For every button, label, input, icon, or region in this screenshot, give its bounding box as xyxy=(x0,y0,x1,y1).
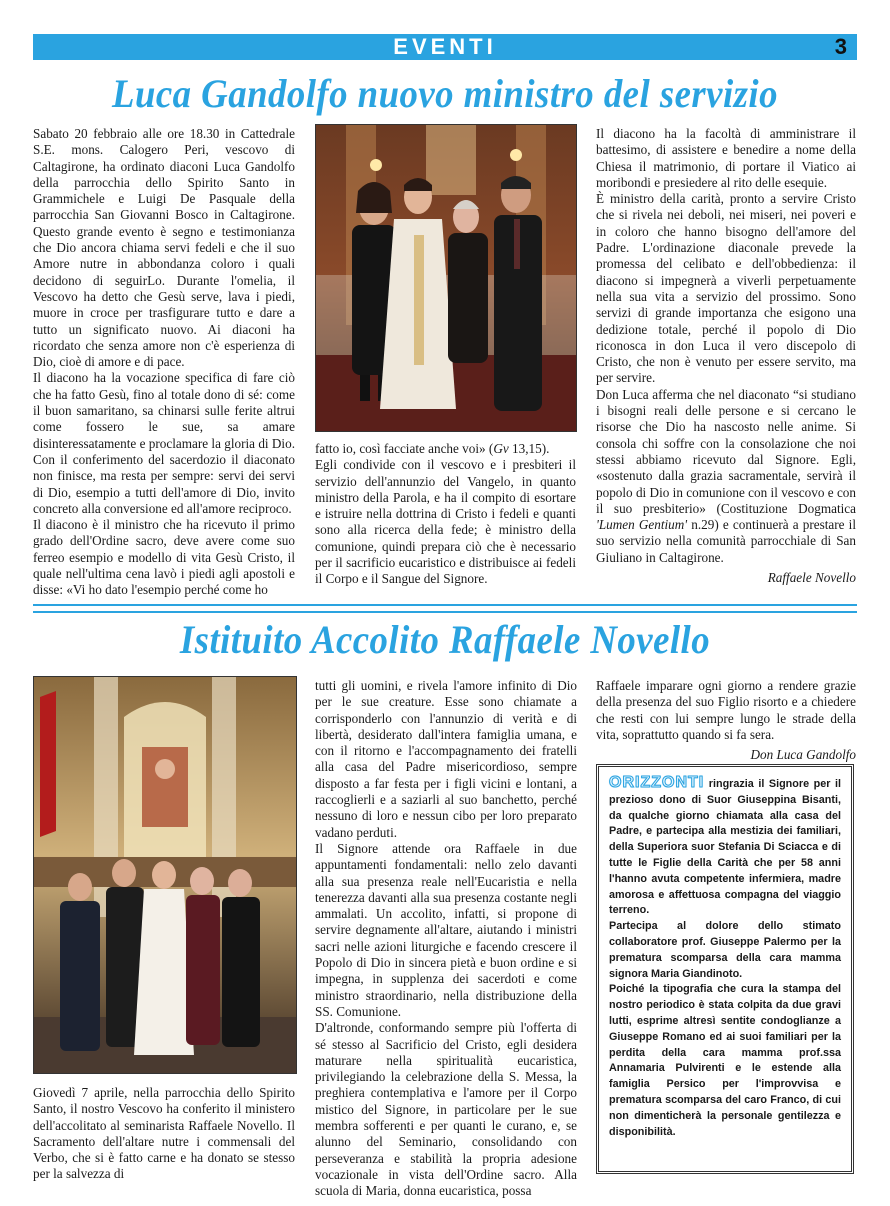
condolences-paragraph xyxy=(609,775,841,919)
condolences-box xyxy=(596,764,854,1174)
article1-col2-paragraph xyxy=(315,441,576,457)
article2-col1-paragraph: Giovedì 7 aprile, nella parrocchia dello Spirito Santo, il nostro Vescovo ha conferito il ministero dell'accolitato al seminarista Raffaele Novello. Il Sacramento dell'altare nutre i commensali del Verbo, che si è fatto carne e ha donato se stesso per la salvezza di xyxy=(33,1085,295,1182)
article1-col3-paragraph xyxy=(596,387,856,566)
document-title: 'Lumen Gentium' xyxy=(596,517,688,533)
section-divider xyxy=(33,604,857,613)
condolences-paragraph: Partecipa al dolore dello stimato collaboratore prof. Giuseppe Palermo per la prematura scomparsa della cara mamma signora Maria Giandinoto. xyxy=(609,920,841,980)
article1-col1-paragraph: Il diacono ha la vocazione specifica di fare ciò che ha fatto Gesù, fino al totale dono di sé: come il buon samaritano, sa chinarsi sulle ferite altrui come fossero le sue, sa amare disinteressatamente e proclamare la gloria di Dio. Con il conferimento del sacerdozio il diaconato non finisce, ma resta per sempre: servi dei servi di Dio, esempio a tutti dell'amore di Dio, invito concreto alla conversione ed all'amore reciproco. xyxy=(33,370,295,516)
article2-col2-paragraph: Il Signore attende ora Raffaele in due appuntamenti fondamentali: nello zelo davanti alla sua presenza reale nell'Eucaristia e nella tenerezza davanti alla sua presenza costante negli ammalati. Un accolito, infatti, si propone di servire degnamente all'altare, aiutando i ministri sacri nelle azioni liturgiche e facendo crescere il Popolo di Dio in sincera pietà e buon ordine e si impegna, in supplenza dei sacerdoti e come ministro straordinario, nella distribuzione della SS. Comunione. xyxy=(315,840,577,1019)
condolences-text: ringrazia il Signore per il prezioso dono di Suor Giuseppina Bisanti, da qualche giorno chiamata alla casa del Padre, e partecipa alla mestizia dei familiari, della Superiora suor Stefania Di Sciacca e di tutte le Figlie della Carità che per 58 anni l'hanno avuta competente infermiera, madre amorosa e affettuosa compagna del viaggio terreno. xyxy=(609,778,841,917)
condolences-paragraph: Poiché la tipografia che cura la stampa del nostro periodico è stata colpita da due gravi lutti, esprime altresì sentite condoglianze a Giuseppe Romano ed ai suoi familiari per la perdita della cara mamma prof.ssa Annamaria Pulvirenti e le estende alla famiglia Persico per l'improvvisa e prematura scomparsa del caro Franco, di cui non dimenticherà la personale gentilezza e disponibilità. xyxy=(609,983,841,1138)
article1-col3-end: n.29) e continuerà a prestare il suo servizio nella comunità parrocchiale di San Giuliano in Caltagirone. xyxy=(596,517,856,565)
article1-title: Luca Gandolfo nuovo ministro del servizio xyxy=(112,71,778,116)
section-label: EVENTI xyxy=(393,34,497,59)
article1-column-2 xyxy=(315,441,576,588)
article2-col2-paragraph: tutti gli uomini, e rivela l'amore infinito di Dio per le sue creature. Esse sono chiamate a corrisponderlo con l'annunzio di verità e di libertà, desiderato dall'intera famiglia umana, e con il ritorno e l'accompagnamento dei fratelli alla casa del Padre misericordioso, sempre disposto a far festa per i figli vicini e lontani, a raccoglierli e a saziarli al suo banchetto, perché nessuno di loro e nessun cibo per loro preparato vadano perduti. xyxy=(315,678,577,840)
article1-signature: Raffaele Novello xyxy=(767,570,856,586)
article2-title: Istituito Accolito Raffaele Novello xyxy=(179,617,711,662)
article1-column-3 xyxy=(596,126,856,586)
ordination-photo xyxy=(315,124,577,432)
ordination-photo-image xyxy=(316,125,576,431)
orizzonti-brand: ORIZZONTI xyxy=(609,774,705,791)
article1-column-1 xyxy=(33,126,295,599)
article2-column-1 xyxy=(33,1085,295,1183)
article1-col3-text: Don Luca afferma che nel diaconato “si studiano i bisogni reali delle persone e si cercano le risorse che Dio ha nascosto nelle anime. Si consola chi soffre con la consolazione che noi stessi abbiamo ricevuto dal Signore. Egli, «sostenuto dalla grazia sacramentale, servirà il popolo di Dio in comunione con il vescovo e con il suo presbiterio» (Costituzione Dogmatica xyxy=(596,386,856,516)
article1-col1-paragraph: Il diacono è il ministro che ha ricevuto il primo grado dell'Ordine sacro, deve avere come suo ferreo esempio e modello di vita Gesù Cristo, il quale nell'ultima cena lavò i piedi agli apostoli e disse: «Vi ho dato l'esempio perché come ho xyxy=(33,517,295,598)
article2-col2-paragraph: D'altronde, conformando sempre più l'offerta di sé stesso al Sacrificio del Cristo, egli desidera maturare nella spiritualità eucaristica, privilegiando la celebrazione della S. Messa, la preghiera contemplativa e l'amore per il Corpo mistico del Signore, in particolare per le sue membra sofferenti e per quanti le curano, e, se alunno del Seminario, consolidando con perseveranza e stabilità la propria adesione vocazionale in vista dell'Ordine sacro. Alla scuola di Maria, donna eucaristica, possa xyxy=(315,1020,577,1199)
accolito-photo xyxy=(33,676,297,1074)
article1-col3-paragraph: È ministro della carità, pronto a servire Cristo che si rivela nei deboli, nei miseri, nei poveri e in coloro che hanno bisogno dell'amore del Padre. L'ordinazione diaconale prevede la promessa del celibato e dell'obbedienza: il diacono si impegnerà a viverli perpetuamente nella sua vita a servizio del prossimo. Sono servizi di grande importanza che esigono una dedizione totale, perché il popolo di Dio riconosca in don Luca il vero discepolo di Cristo, che non è venuto per essere servito, ma per servire. xyxy=(596,191,856,386)
article2-signature: Don Luca Gandolfo xyxy=(750,747,856,763)
article2-column-2 xyxy=(315,678,577,1200)
section-header-bar xyxy=(33,34,857,60)
scripture-reference: Gv xyxy=(493,441,509,456)
article1-col2-paragraph: Egli condivide con il vescovo e i presbiteri il servizio dell'annunzio del Vangelo, in quanto ministro della Parola, e ha il compito di esortare e istruire nella dottrina di Cristo i fedeli e quanti sono alla ricerca della fede; è ministro della comunione, quindi prepara ciò che è necessario per il sacrificio eucaristico e distribuisce ai fedeli il Corpo e il Sangue del Signore. xyxy=(315,457,576,587)
article2-column-3 xyxy=(596,678,856,763)
scripture-reference-number: 13,15). xyxy=(508,441,550,456)
accolito-photo-image xyxy=(34,677,296,1073)
article2-col3-paragraph: Raffaele imparare ogni giorno a rendere grazie della presenza del suo Figlio risorto e a chiedere che resti con lui sempre lungo le strade della vita, soprattutto quando si fa sera. xyxy=(596,678,856,742)
page-number: 3 xyxy=(834,34,847,59)
article1-col2-start: fatto io, così facciate anche voi» ( xyxy=(315,441,494,456)
article1-col3-paragraph: Il diacono ha la facoltà di amministrare il battesimo, di assistere e benedire a nome della Chiesa il matrimonio, di portare il Viatico ai moribondi e presiedere al rito delle esequie. xyxy=(596,126,856,190)
article1-col1-paragraph: Sabato 20 febbraio alle ore 18.30 in Cattedrale S.E. mons. Calogero Peri, vescovo di Caltagirone, ha ordinato diaconi Luca Gandolfo della parrocchia dello Spirito Santo in Grammichele e Luigi De Pasquale della parrocchia San Giovanni Bosco in Caltagirone. Questo grande evento è segno e testimonianza che Dio ancora chiama servi fedeli e che il suo Amore nutre in abbondanza coloro i quali decidono di seguirLo. Durante l'omelia, il Vescovo ha detto che Gesù serve, lava i piedi, muore in croce per trasfigurare tutto e dare a tutto un significato nuovo. Ai diaconi ha ricordato che senza amore non c'è esperienza di Dio, cioè di amore e di pace. xyxy=(33,126,295,370)
